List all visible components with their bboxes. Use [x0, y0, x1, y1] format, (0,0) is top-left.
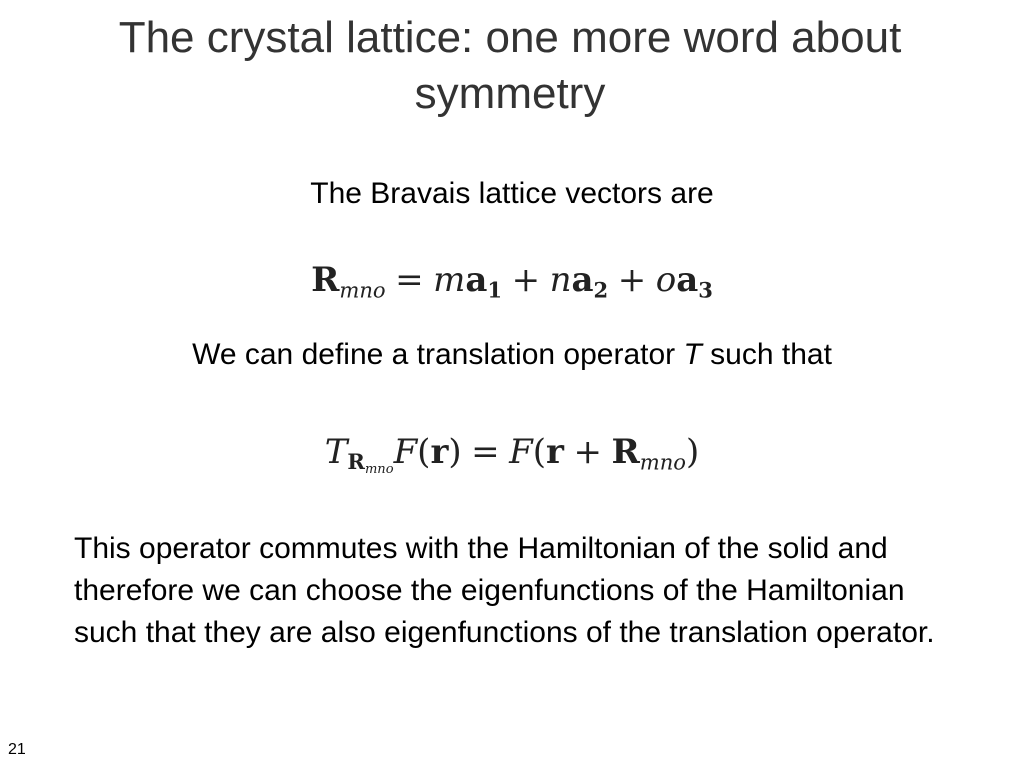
- commutation-paragraph: This operator commutes with the Hamiltonian of the solid and therefore we can choose the eigenfunctions of the Hamiltonian such that they are also eigenfunctions of the translation operator.: [74, 532, 935, 649]
- bravais-lattice-equation: $R_{mno} = ma_1 + na_2 + oa_3$: [311, 260, 713, 303]
- bravais-intro-text: The Bravais lattice vectors are: [310, 177, 714, 210]
- translation-intro-before: We can define a translation operator: [192, 338, 684, 371]
- page-number: 21: [8, 741, 26, 758]
- translation-operator-equation: $T_{R_{mno}}F(r) = F(r + R_{mno})$: [324, 432, 700, 478]
- translation-operator-symbol: T: [683, 338, 702, 371]
- translation-operator-intro: [0, 337, 1024, 373]
- translation-intro-after: such that: [701, 338, 832, 371]
- slide-title: The crystal lattice: one more word about symmetry: [118, 13, 902, 118]
